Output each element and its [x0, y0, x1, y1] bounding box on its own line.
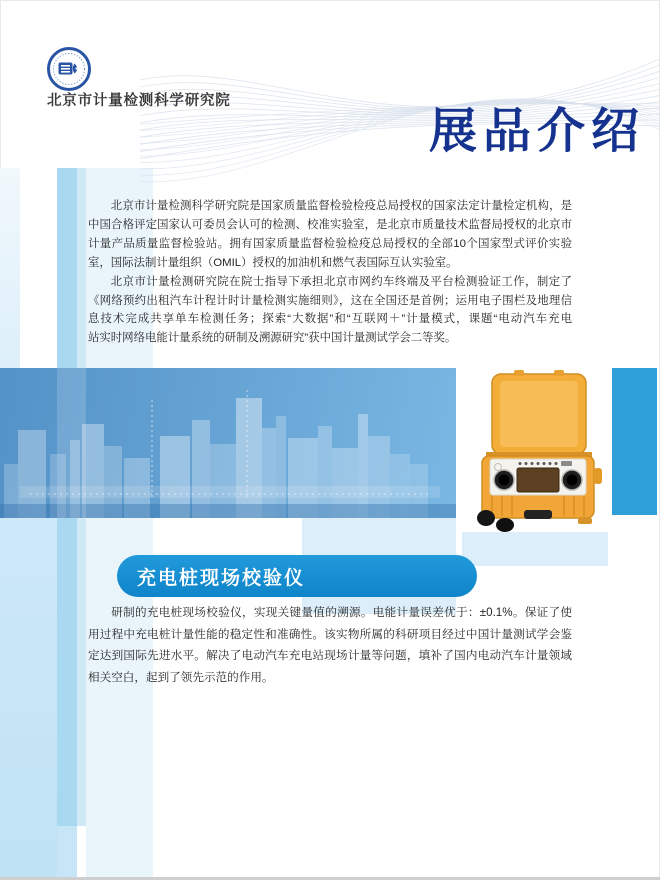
- paragraph-line: 相关空白，起到了领先示范的作用。: [88, 670, 274, 684]
- cyan-vertical-stripe-tail: [57, 826, 77, 880]
- paragraph-line: 研制的充电桩现场校验仪，实现关键量值的溯源。电能计量误差优于：±0.1%。保证了使: [111, 606, 572, 619]
- paragraph-line: 定达到国际先进水平。解决了电动汽车充电站现场计量等问题，填补了国内电动汽车计量领域: [88, 649, 572, 662]
- paragraph-line: 计量产品质量监督检验站。拥有国家质量监督检验检疫总局授权的全部10个国家型式评价实验: [88, 237, 572, 250]
- intro-paragraphs: [88, 197, 572, 348]
- left-bottom-panel: [0, 518, 57, 880]
- paragraph-line: 北京市计量检测研究院在院士指导下承担北京市网约车终端及平台检测验证工作，制定了: [110, 275, 572, 288]
- page-title: 展品介绍: [428, 105, 645, 158]
- equipment-photo: [460, 368, 612, 532]
- blue-accent-bar: [608, 368, 657, 515]
- paragraph-line: 用过程中充电桩计量性能的稳定性和准确性。该实物所属的科研项目经过中国计量测试学会鉴: [88, 627, 572, 641]
- org-name: 北京市计量检测科学研究院: [47, 93, 231, 109]
- paragraph-line: 息技术完成共享单车检测任务；探索“大数据”和“互联网＋”计量模式，课题“电动汽车充电: [88, 313, 572, 326]
- org-logo-icon: [46, 46, 92, 92]
- left-top-stripe: [0, 168, 20, 368]
- section-banner-title: 充电桩现场校验仪: [137, 567, 306, 589]
- section-banner: [117, 555, 477, 597]
- paragraph-line: 中国合格评定国家认可委员会认可的检测、校准实验室，是北京市质量技术监督局授权的北京市: [88, 218, 572, 231]
- paragraph-line: 站实时网络电能计量系统的研制及溯源研究”获中国计量测试学会二等奖。: [88, 332, 457, 345]
- band-stripe-highlight: [57, 368, 86, 518]
- paragraph-line: 室，国际法制计量组织（OMIL）授权的加油机和燃气表国际互认实验室。: [88, 256, 458, 269]
- paragraph-line: 北京市计量检测科学研究院是国家质量监督检验检疫总局授权的国家法定计量检定机构，是: [110, 200, 572, 212]
- paragraph-line: 《网络预约出租汽车计程计时计量检测实施细则》，这在全国还是首例；运用电子围栏及地理信: [88, 294, 572, 307]
- section-paragraph: [88, 602, 572, 688]
- calibrator-case-graphic: [460, 368, 612, 532]
